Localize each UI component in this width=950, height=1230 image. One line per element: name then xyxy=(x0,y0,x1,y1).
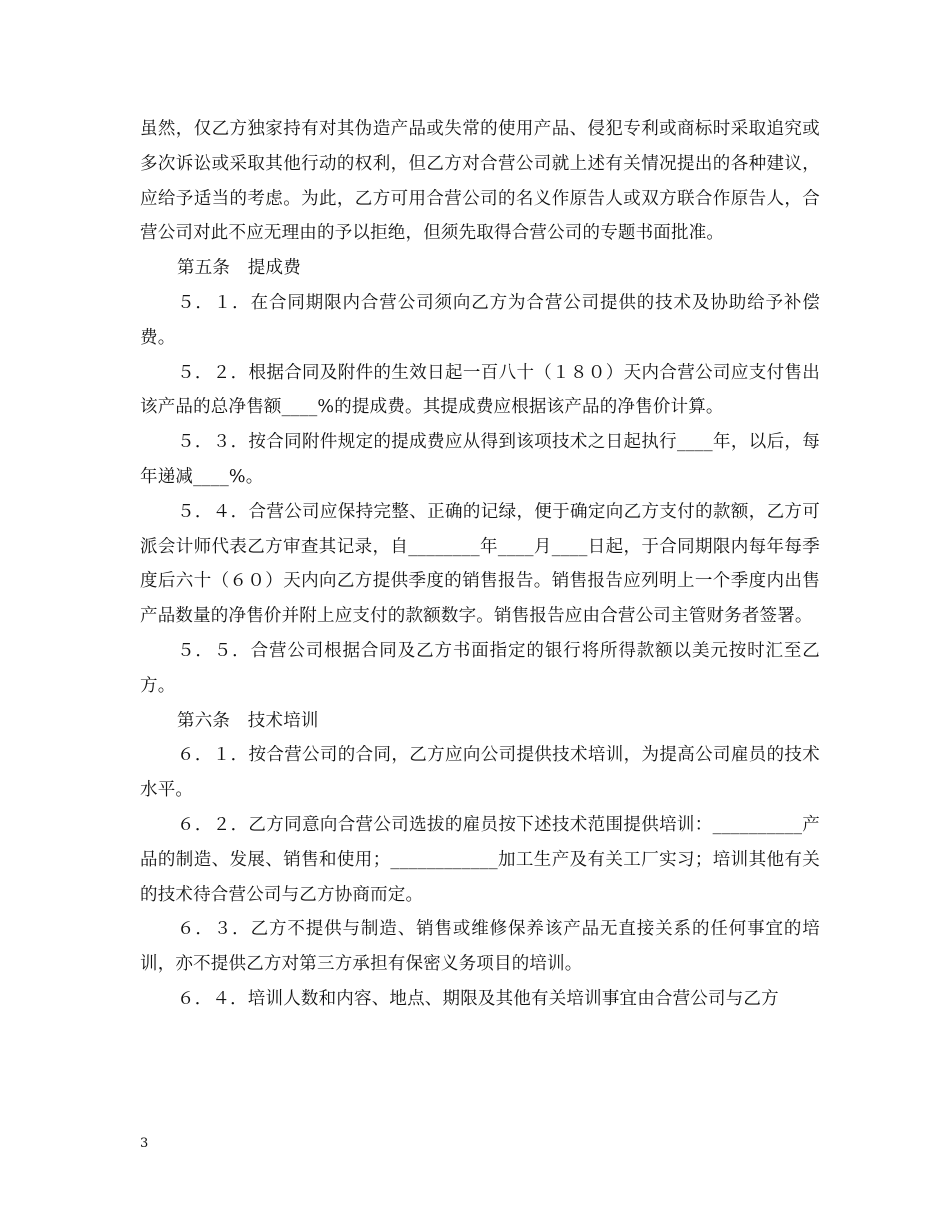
paragraph: ６．３．乙方不提供与制造、销售或维修保养该产品无直接关系的任何事宜的培训，亦不提供乙方对第三方承担有保密义务项目的培训。 xyxy=(140,919,820,975)
paragraph: ５．２．根据合同及附件的生效日起一百八十（１８０）天内合营公司应支付售出该产品的总净售额____%的提成费。其提成费应根据该产品的净售价计算。 xyxy=(140,362,820,418)
page-number: 3 xyxy=(140,1136,149,1151)
paragraph: ５．１．在合同期限内合营公司须向乙方为合营公司提供的技术及协助给予补偿费。 xyxy=(140,292,820,348)
paragraph: ６．４．培训人数和内容、地点、期限及其他有关培训事宜由合营公司与乙方 xyxy=(177,988,779,1009)
section-heading: 第五条 提成费 xyxy=(177,258,301,279)
paragraph: ６．１．按合营公司的合同，乙方应向公司提供技术培训，为提高公司雇员的技术水平。 xyxy=(140,745,820,801)
paragraph: ５．３．按合同附件规定的提成费应从得到该项技术之日起执行____年，以后，每年递减____%。 xyxy=(140,432,820,487)
paragraph: 虽然，仅乙方独家持有对其伪造产品或失常的使用产品、侵犯专利或商标时采取追究或多次诉讼或采取其他行动的权利，但乙方对合营公司就上述有关情况提出的各种建议，应给予适当的考虑。为此，乙方可用合营公司的名义作原告人或双方联合作原告人，合营公司对此不应无理由的予以拒绝，但须先取得合营公司的专题书面批准。 xyxy=(140,119,820,244)
section-heading: 第六条 技术培训 xyxy=(177,710,319,731)
paragraph: ５．５．合营公司根据合同及乙方书面指定的银行将所得款额以美元按时汇至乙方。 xyxy=(140,640,820,696)
paragraph: ５．４．合营公司应保持完整、正确的记绿，便于确定向乙方支付的款额，乙方可派会计师代表乙方审查其记录，自________年____月____日起，于合同期限内每年每季度后六十（６０）天内向乙方提供季度的销售报告。销售报告应列明上一个季度内出售产品数量的净售价并附上应支付的款额数字。销售报告应由合营公司主管财务者签署。 xyxy=(140,501,820,627)
paragraph: ６．２．乙方同意向合营公司选拔的雇员按下述技术范围提供培训：__________产品的制造、发展、销售和使用；____________加工生产及有关工厂实习；培训其他有关的技术待合营公司与乙方协商而定。 xyxy=(140,814,820,905)
document-body xyxy=(140,112,820,1017)
